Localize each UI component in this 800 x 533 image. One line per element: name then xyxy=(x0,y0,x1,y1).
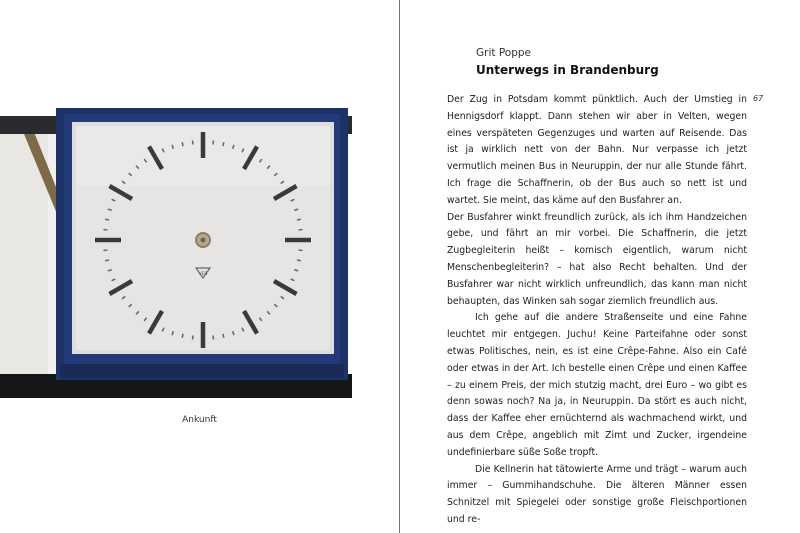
svg-text:VEB: VEB xyxy=(198,272,208,277)
minute-marker xyxy=(104,250,108,251)
minute-marker xyxy=(299,230,303,231)
paragraph: Der Zug in Potsdam kommt pünktlich. Auch der Umstieg in Hennigsdorf klappt. Dann stehen wir aber in Velten, wegen eines verspäteten Gegenzuges und warten auf Reisende. Das ist ja wirklich nett von der Bahn. Nur verpasse ich jetzt vermutlich meinen Bus in Neuruppin, der nur alle Stunde fährt. Ich frage die Schaffnerin, ob der Bus auch so nett ist und wartet. Sie meint, das käme auf den Busfahrer an. xyxy=(447,94,747,206)
paragraph: Die Kellnerin hat tätowierte Arme und trägt – warum auch immer – Gummihandschuhe. Die älteren Männer essen Schnitzel mit Spiegelei oder sonstige große Fleischportionen und re- xyxy=(447,463,747,525)
page-gutter xyxy=(399,0,400,533)
minute-marker xyxy=(223,334,224,338)
minute-marker xyxy=(297,219,301,220)
body-text xyxy=(447,92,747,529)
minute-marker xyxy=(213,336,214,340)
author-name: Grit Poppe xyxy=(476,47,531,59)
paragraph: Ich gehe auf die andere Straßenseite und eine Fahne leuchtet mir entgegen. Juchu! Keine Parteifahne oder sonst etwas Politisches, nein, es ist eine Crêpe-Fahne. Also ein Café oder etwas in der Art. Ich bestelle einen Crêpe und einen Kaffee – zu einem Preis, der mich stutzig macht, drei Euro – wo gibt es denn sowas noch? Na ja, in Neuruppin. Da stört es auch nicht, dass der Kaffee eher ernüchternd als wachmachend wirkt, und aus dem Crêpe, angeblich mit Zimt und Zucker, irgendeine undefinierbare süße Soße tropft. xyxy=(447,312,747,458)
minute-marker xyxy=(297,260,301,261)
minute-marker xyxy=(223,142,224,146)
minute-marker xyxy=(299,250,303,251)
page-number: 67 xyxy=(753,94,764,103)
minute-marker xyxy=(182,142,183,146)
minute-marker xyxy=(105,219,109,220)
minute-marker xyxy=(193,141,194,145)
minute-marker xyxy=(213,141,214,145)
minute-marker xyxy=(105,260,109,261)
paragraph: Der Busfahrer winkt freundlich zurück, als ich ihm Handzeichen gebe, und fährt an mir vorbei. Die Schaffnerin, die jetzt Zugbegleiterin heißt – komisch eigentlich, warum nicht Menschenbegleiterin? – hat also Recht behalten. Und der Busfahrer war nicht wirklich unfreundlich, das kann man nicht behaupten, das Winken sah sogar ziemlich freundlich aus. xyxy=(447,211,747,307)
minute-marker xyxy=(193,336,194,340)
chapter-title: Unterwegs in Brandenburg xyxy=(476,63,659,77)
photo-caption: Ankunft xyxy=(182,415,217,425)
minute-marker xyxy=(104,230,108,231)
station-clock-photo xyxy=(0,104,352,400)
minute-marker xyxy=(182,334,183,338)
left-page xyxy=(0,0,399,533)
